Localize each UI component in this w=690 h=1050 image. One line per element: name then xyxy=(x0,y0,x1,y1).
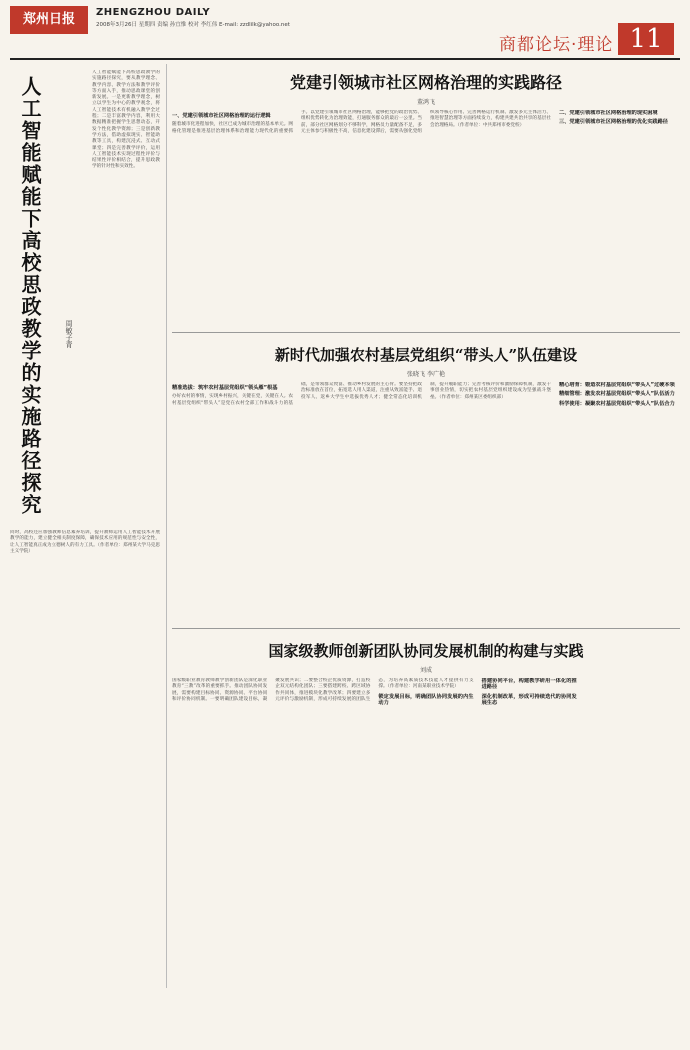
sidebar-article xyxy=(10,64,162,554)
article1-sub3: 三、党建引领城市社区网格治理的优化实践路径 xyxy=(559,119,668,126)
sidebar-body: 人工智能赋能下高校思政教学的实施路径探究，要从教学理念、教学内容、教学方法和教学评价等方面入手，推动思政课堂的创新发展。一是更新教学理念，树立以学生为中心的教学观念，将人工智能技术有机融入教学全过程；二是丰富教学内容，利用大数据精准把握学生思想动态，开发个性化教学资源；三是创新教学方法，借助虚拟现实、智能助教等工具，构建沉浸式、互动式课堂；四是完善教学评价，运用人工智能技术实现过程性评价与结果性评价相结合，提升思政教学的针对性和实效性。 xyxy=(92,70,160,170)
header-rule xyxy=(10,58,680,60)
article1-text: 随着城市化进程加快，社区已成为城市治理的基本单元。网格化管理是推进基层治理体系和治理能力现代化的重要抓手。以党建引领城市社区网格治理，能够把党的政治优势、组织优势转化为治理效能，打通服务群众的最后一公里。当前，部分社区网格划分不够科学，网格员力量配备不足，多元主体参与积极性不高，信息化建设滞后，需要从强化党组织领导核心作用、完善网格运行机制、激发多元主体活力、推进智慧治理等方面持续发力，构建共建共治共享的基层社会治理格局。（作者单位：中共郑州市委党校） xyxy=(172,110,551,134)
article3-sub3: 深化机制改革，形成可持续迭代的协同发展生态 xyxy=(481,693,577,706)
article2-title: 新时代加强农村基层党组织“带头人”队伍建设 xyxy=(274,346,578,364)
sidebar-divider xyxy=(166,64,167,988)
page-header xyxy=(0,0,690,62)
article3-sub2: 搭建协同平台，构建教学研用一体化的推进路径 xyxy=(481,678,577,691)
article1-body xyxy=(172,110,680,324)
masthead-logo: 郑州日报 xyxy=(10,6,88,34)
article3-body xyxy=(172,678,680,986)
article1-title: 党建引领城市社区网格治理的实践路径 xyxy=(289,73,562,92)
english-name: ZHENGZHOU DAILY xyxy=(96,7,211,18)
article3-text: 国家级职业教育教师教学创新团队是深化职业教育“三教”改革的重要抓手。推动团队协同发展，需要构建目标协同、资源协同、平台协同和评价协同机制。一要明确团队建设目标，凝聚发展共识；二要整合校企优质资源，打造校企双元结构化团队；三要搭建跨校、跨区域协作共同体，推进模块化教学改革；四要建立多元评价与激励机制，形成可持续发展的团队生态，为培养高素质技术技能人才提供有力支撑。（作者单位：河南某职业技术学院） xyxy=(172,678,474,702)
sidebar-body-continued: 同时，高校还应加强教师信息素养培训，提升教师运用人工智能技术开展教学的能力，建立健全相关制度保障，确保技术应用的规范性与安全性，让人工智能真正成为立德树人的有力工具。（作者单位：郑州某大学马克思主义学院） xyxy=(10,530,160,554)
article-community-grid xyxy=(172,64,680,328)
article-rural-leaders xyxy=(172,338,680,624)
article1-author: 董鸿飞 xyxy=(416,99,435,106)
article2-text: 办好农村的事情，实现乡村振兴，关键在党，关键在人。农村基层党组织“带头人”是党在农村全部工作和战斗力的基础，是带领群众致富、推动乡村发展的主心骨。要坚持把政治标准放在首位，拓宽选人用人渠道，注重从致富能手、退役军人、返乡大学生中选拔优秀人才；健全常态化培训机制，提升履职能力；完善考核评价和激励保障机制，激发干事创业热情，切实把农村基层党组织建设成为坚强战斗堡垒。（作者单位：郑州某区委组织部） xyxy=(172,382,551,406)
article3-sub1: 锁定发展目标，明确团队协同发展的内生动力 xyxy=(378,693,474,706)
article2-sub4: 科学使用：凝聚农村基层党组织“带头人”队伍合力 xyxy=(559,400,675,407)
article1-sub1: 一、党建引领城市社区网格治理的运行逻辑 xyxy=(172,113,271,119)
issue-line: 2008年3月26日 星期四 责编 孙宜惟 校对 李红伟 E-mail: zzdlilk@yahoo.net xyxy=(96,22,290,28)
section-name: 商都论坛·理论 xyxy=(499,35,614,55)
sidebar-author: 周敏子青 xyxy=(65,320,73,348)
article2-author: 张晓飞 李广艳 xyxy=(407,371,445,378)
page-number: 11 xyxy=(618,23,674,55)
article2-sub1: 精准选拔：筑牢农村基层党组织“领头雁”根基 xyxy=(172,385,278,391)
article3-title: 国家级教师创新团队协同发展机制的构建与实践 xyxy=(268,642,584,660)
sidebar-title: 人工智能赋能下高校思政教学的实施路径探究 xyxy=(18,76,42,516)
article-teacher-teams xyxy=(172,634,680,990)
article1-sub2: 二、党建引领城市社区网格治理的现实困境 xyxy=(559,110,658,116)
article2-sub3: 精细管理：激发农村基层党组织“带头人”队伍活力 xyxy=(559,391,675,398)
divider-2 xyxy=(172,628,680,629)
divider-1 xyxy=(172,332,680,333)
article3-author: 刘成 xyxy=(419,667,432,674)
article2-sub2: 精心培育：锻造农村基层党组织“带头人”过硬本领 xyxy=(559,382,675,388)
article2-body xyxy=(172,382,680,620)
